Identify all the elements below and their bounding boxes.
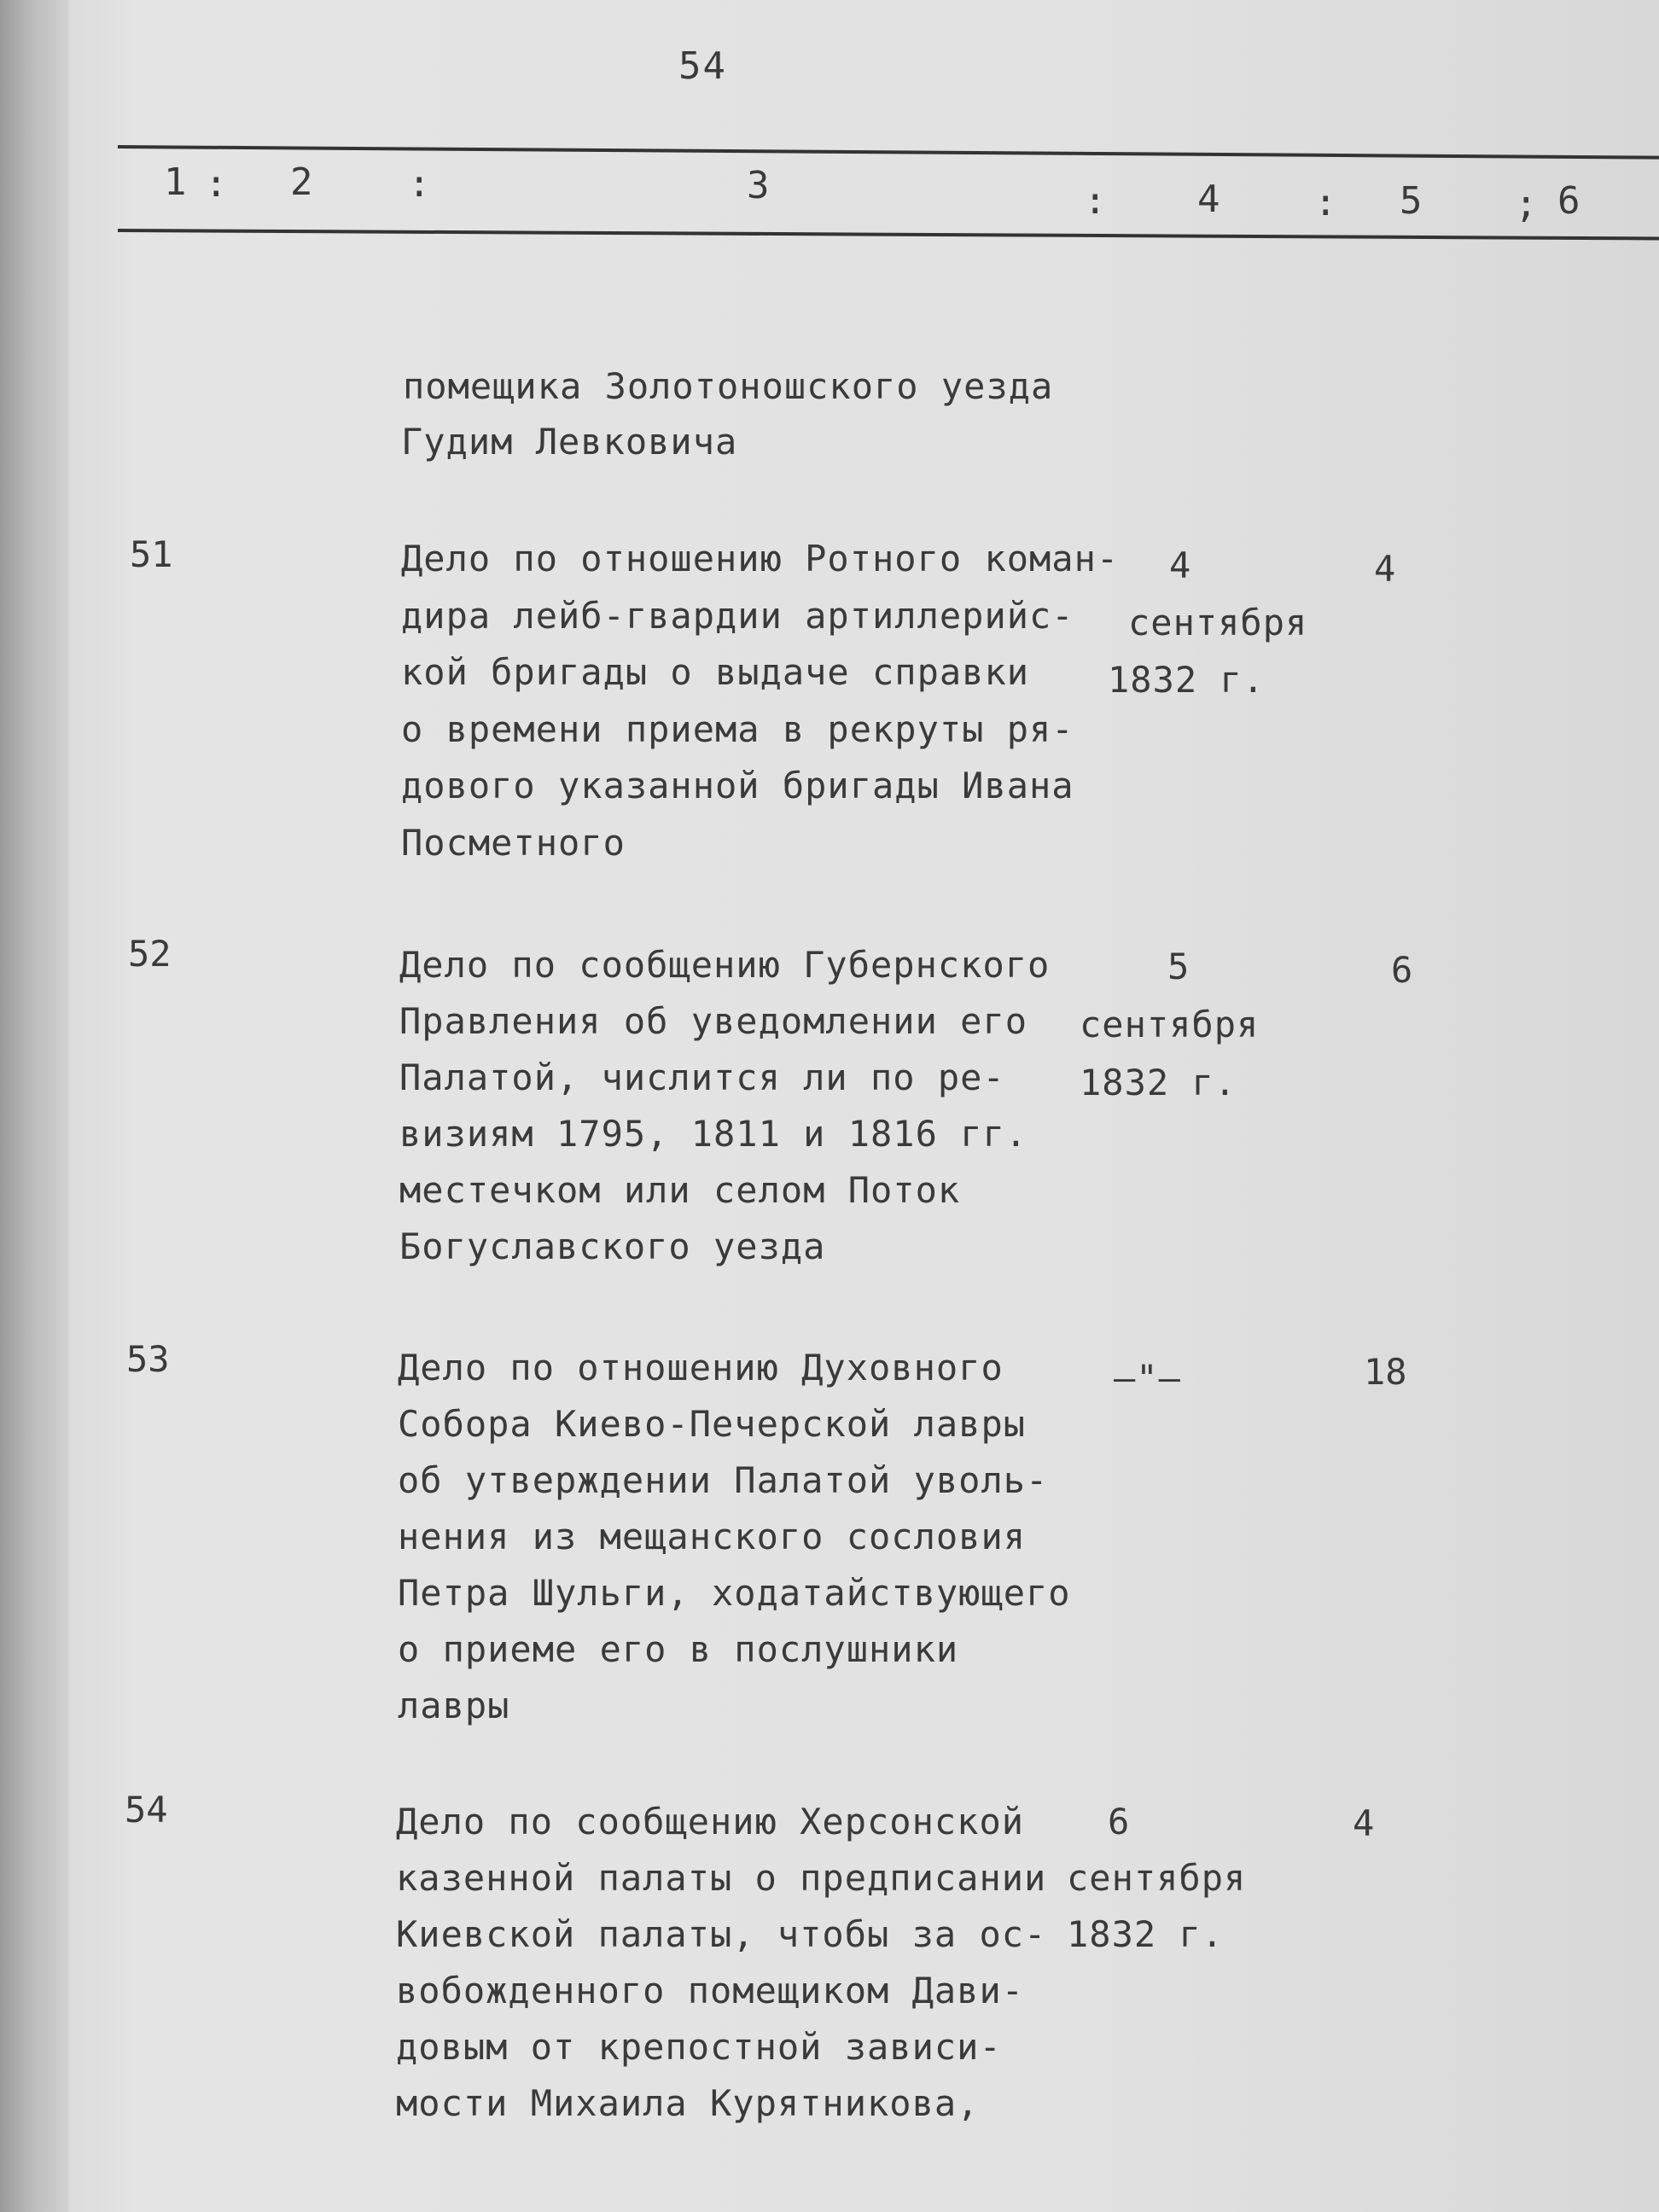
column-header-1: 1 [164,160,187,204]
entry-text-line: Дело по сообщению Херсонской [396,1801,1025,1842]
entry-date-day: 6 [1108,1801,1131,1842]
entry-text-line: Палатой, числится ли по ре- [399,1057,1005,1098]
entry-sheets: 6 [1391,949,1413,991]
entry-number: 52 [128,933,172,975]
entry-text-line: местечком или селом Поток [399,1169,961,1211]
entry-text-line: кой бригады о выдаче справки [401,651,1030,693]
entry-text-line: мости Михаила Курятникова, [396,2082,980,2124]
entry-sheets: 18 [1364,1351,1407,1393]
entry-text-line: Правления об уведомлении его [399,1000,1028,1042]
entry-text-line: Дело по отношению Ротного коман- [401,538,1120,579]
column-separator: : [205,162,228,206]
entry-number: 53 [126,1338,170,1380]
column-header-6: 6 [1557,179,1580,223]
entry-text-line: Богуславского уезда [399,1225,826,1267]
column-header-4: 4 [1197,178,1220,221]
entry-text-line: дового указанной бригады Ивана [401,765,1074,806]
entry-date-ditto: —"— [1114,1357,1181,1399]
entry-text-line: дира лейб-гвардии артиллерийс- [401,595,1074,637]
entry-text-line: вобожденного помещиком Дави- [396,1970,1025,2011]
entry-number: 51 [130,533,173,575]
entry-date-year: 1832 г. [1080,1062,1237,1103]
continuation-line: Гудим Левковича [401,421,738,463]
header-rule-top [118,145,1659,160]
entry-text-line: нения из мещанского сословия [398,1516,1027,1557]
entry-text-line: Собора Киево-Печерской лавры [398,1403,1027,1445]
header-rule-bottom [118,229,1659,240]
entry-date-month: сентября [1080,1004,1260,1045]
column-separator: ; [1515,183,1538,226]
entry-date-year: 1832 г. [1108,659,1266,701]
entry-date-month: сентября [1067,1857,1247,1899]
column-header-2: 2 [290,160,313,204]
entry-text-line: Дело по отношению Духовного [398,1347,1004,1388]
entry-date-month: сентября [1128,602,1308,643]
entry-text-line: об утверждении Палатой уволь- [398,1459,1049,1501]
page-number: 54 [678,44,727,88]
entry-text-line: о приеме его в послушники [398,1628,959,1670]
entry-sheets: 4 [1353,1802,1375,1844]
entry-text-line: Посметного [401,822,626,864]
entry-text-line: визиям 1795, 1811 и 1816 гг. [399,1113,1028,1155]
column-separator: : [1084,179,1107,223]
entry-text-line: Петра Шульги, ходатайствующего [398,1572,1071,1614]
entry-date-day: 5 [1167,946,1190,987]
continuation-line: помещика Золотоношского уезда [403,365,1054,407]
entry-text-line: довым от крепостной зависи- [396,2026,1002,2068]
entry-date-day: 4 [1169,544,1192,586]
column-separator: : [1314,181,1337,224]
entry-sheets: 4 [1374,548,1396,590]
entry-number: 54 [125,1789,168,1831]
book-spine-shadow [0,0,68,2212]
entry-text-line: казенной палаты о предписании [396,1857,1047,1899]
entry-text-line: Киевской палаты, чтобы за ос- [396,1913,1047,1955]
column-header-5: 5 [1400,179,1423,223]
column-separator: : [408,162,431,206]
entry-text-line: лавры [398,1685,510,1726]
entry-date-year: 1832 г. [1067,1913,1225,1955]
entry-text-line: о времени приема в рекруты ря- [401,708,1074,750]
entry-text-line: Дело по сообщению Губернского [399,944,1051,986]
column-header-3: 3 [747,164,770,207]
